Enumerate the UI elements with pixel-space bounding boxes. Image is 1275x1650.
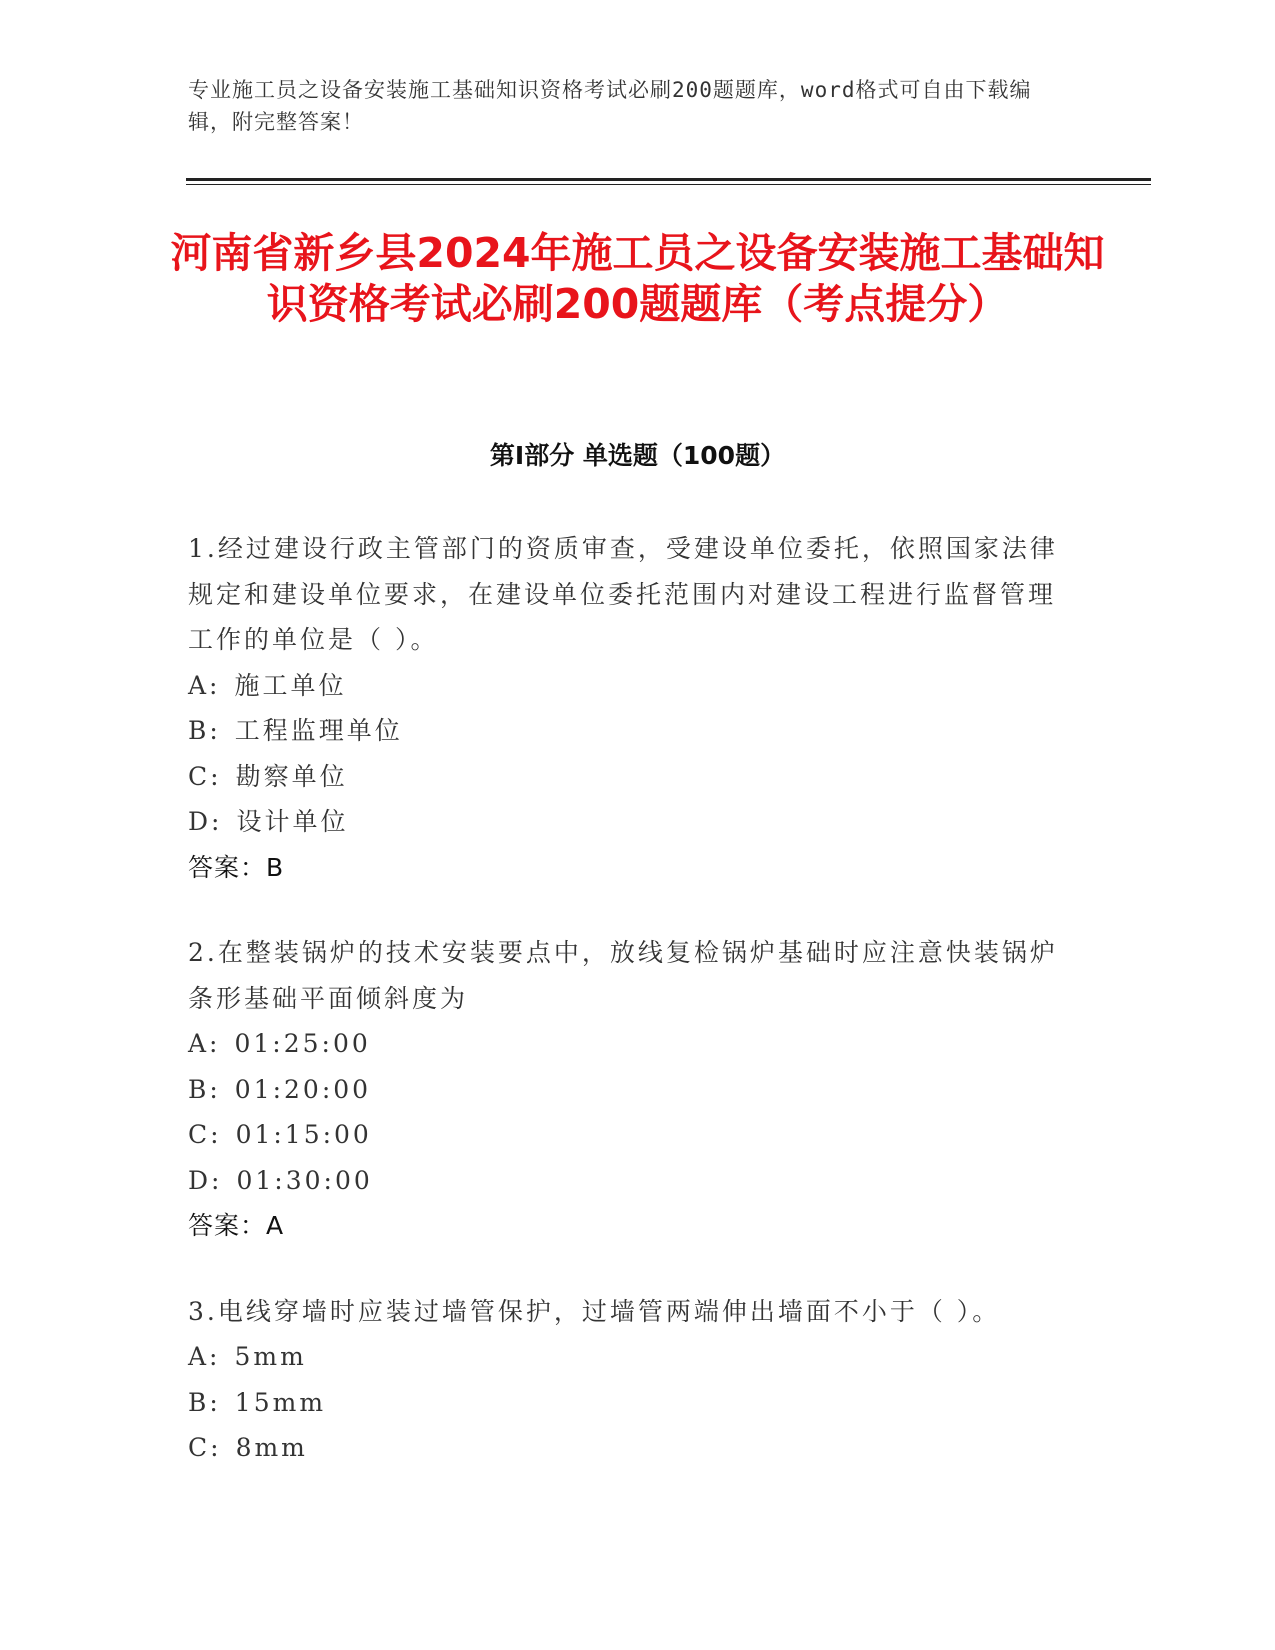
option-a: [188, 1334, 1068, 1380]
document-title: 河南省新乡县2024年施工员之设备安装施工基础知识资格考试必刷200题题库（考点提分）: [170, 229, 1105, 328]
option-text: 01:15:00: [235, 1120, 372, 1149]
question-3: [188, 1289, 1068, 1471]
option-key: B:: [188, 716, 221, 745]
option-a: [188, 663, 1068, 709]
option-text: 设计单位: [236, 807, 349, 836]
option-key: D:: [188, 1165, 223, 1195]
option-text: 工程监理单位: [234, 716, 403, 745]
question-list: [188, 526, 1068, 1511]
answer-line: 答案：A: [188, 1211, 285, 1240]
option-b: [188, 708, 1068, 754]
option-text: 勘察单位: [235, 761, 348, 791]
option-text: 8mm: [235, 1433, 308, 1462]
option-text: 01:30:00: [236, 1165, 373, 1195]
option-c: [188, 1425, 1068, 1471]
question-stem: 2.在整装锅炉的技术安装要点中，放线复检锅炉基础时应注意快装锅炉条形基础平面倾斜度为: [188, 938, 1058, 1013]
answer-line: 答案：B: [188, 852, 285, 882]
option-c: [188, 754, 1068, 800]
option-key: D:: [188, 807, 223, 836]
question-stem: 1.经过建设行政主管部门的资质审查，受建设单位委托，依照国家法律规定和建设单位要求，在建设单位委托范围内对建设工程进行监督管理工作的单位是（ ）。: [188, 534, 1058, 654]
option-text: 施工单位: [234, 670, 347, 700]
option-a: [188, 1021, 1068, 1067]
header-note: 专业施工员之设备安装施工基础知识资格考试必刷200题题库，word格式可自由下载编辑，附完整答案！: [188, 78, 1032, 134]
option-b: [188, 1380, 1068, 1426]
option-d: [188, 799, 1068, 845]
header-rule-thick: [186, 178, 1151, 181]
question-1: [188, 526, 1068, 890]
option-c: [188, 1112, 1068, 1158]
section-title: 第I部分 单选题（100题）: [489, 441, 786, 470]
question-stem: 3.电线穿墙时应装过墙管保护，过墙管两端伸出墙面不小于（ ）。: [188, 1296, 1001, 1326]
option-key: A:: [188, 670, 221, 700]
option-text: 01:25:00: [234, 1029, 371, 1058]
option-key: A:: [188, 1342, 221, 1371]
option-key: B:: [188, 1074, 221, 1104]
option-key: C:: [188, 1120, 222, 1149]
option-b: [188, 1067, 1068, 1113]
option-text: 01:20:00: [234, 1074, 372, 1104]
option-key: B:: [188, 1387, 221, 1417]
option-text: 5mm: [234, 1342, 307, 1371]
option-key: C:: [188, 761, 222, 791]
option-text: 15mm: [234, 1387, 327, 1417]
option-key: A:: [188, 1029, 221, 1058]
question-2: [188, 930, 1068, 1249]
option-key: C:: [188, 1433, 222, 1462]
header-rule-thin: [186, 184, 1151, 185]
option-d: [188, 1158, 1068, 1204]
